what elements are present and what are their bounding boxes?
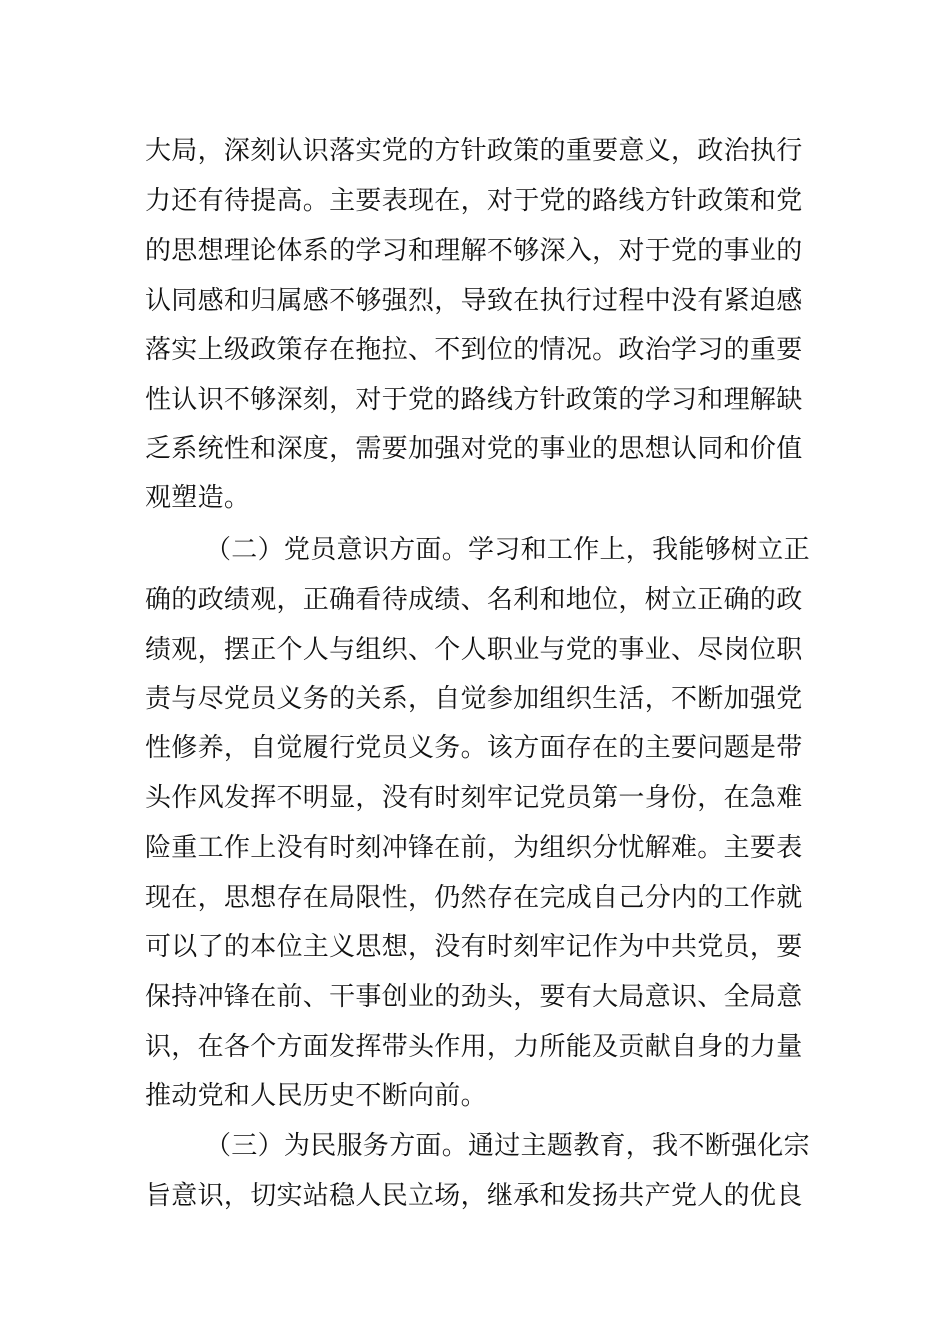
text-line: 绩观，摆正个人与组织、个人职业与党的事业、尽岗位职 — [145, 635, 803, 665]
text-line: 观塑造。 — [145, 483, 251, 513]
text-line: 认同感和归属感不够强烈，导致在执行过程中没有紧迫感 — [145, 286, 803, 316]
text-line: 头作风发挥不明显，没有时刻牢记党员第一身份，在急难 — [145, 783, 803, 813]
text-line: 现在，思想存在局限性，仍然存在完成自己分内的工作就 — [145, 883, 803, 913]
text-line: （二）党员意识方面。学习和工作上，我能够树立正 — [205, 535, 810, 565]
text-line: 旨意识，切实站稳人民立场，继承和发扬共产党人的优良 — [145, 1181, 803, 1211]
text-line: 责与尽党员义务的关系，自觉参加组织生活，不断加强党 — [145, 684, 803, 714]
text-line: （三）为民服务方面。通过主题教育，我不断强化宗 — [205, 1131, 810, 1161]
text-line: 保持冲锋在前、干事创业的劲头，要有大局意识、全局意 — [145, 982, 803, 1012]
text-line: 险重工作上没有时刻冲锋在前，为组织分忧解难。主要表 — [145, 833, 803, 863]
text-line: 识，在各个方面发挥带头作用，力所能及贡献自身的力量 — [145, 1032, 803, 1062]
text-line: 落实上级政策存在拖拉、不到位的情况。政治学习的重要 — [145, 335, 803, 365]
text-line: 的思想理论体系的学习和理解不够深入，对于党的事业的 — [145, 236, 803, 266]
text-line: 乏系统性和深度，需要加强对党的事业的思想认同和价值 — [145, 434, 803, 464]
text-line: 力还有待提高。主要表现在，对于党的路线方针政策和党 — [145, 186, 803, 216]
text-line: 性修养，自觉履行党员义务。该方面存在的主要问题是带 — [145, 733, 803, 763]
text-line: 推动党和人民历史不断向前。 — [145, 1081, 487, 1111]
text-line: 可以了的本位主义思想，没有时刻牢记作为中共党员，要 — [145, 932, 803, 962]
text-line: 确的政绩观，正确看待成绩、名利和地位，树立正确的政 — [145, 585, 803, 615]
text-line: 性认识不够深刻，对于党的路线方针政策的学习和理解缺 — [145, 385, 803, 415]
text-line: 大局，深刻认识落实党的方针政策的重要意义，政治执行 — [145, 136, 803, 166]
